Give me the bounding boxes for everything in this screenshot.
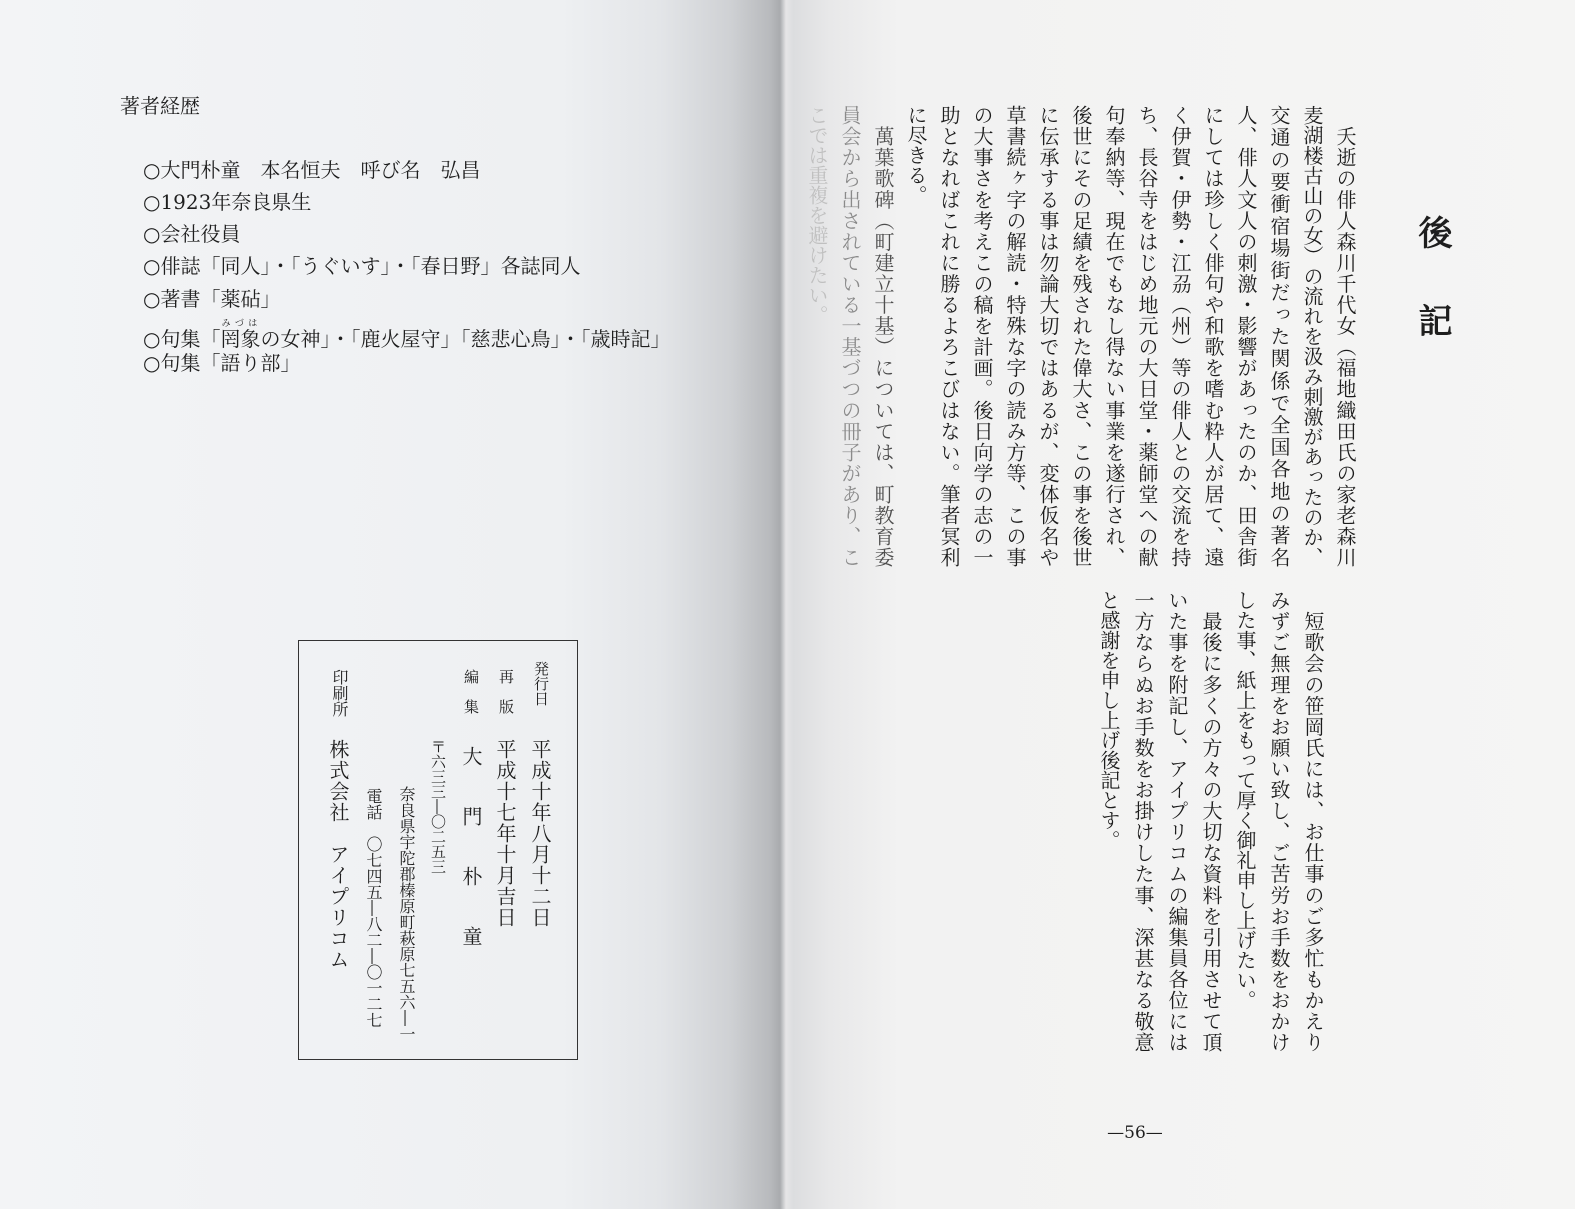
bio-item-birth: ○1923年奈良県生 — [143, 190, 312, 214]
author-biography-heading: 著者経歴 — [120, 94, 200, 118]
ruby-base: 罔象 — [220, 327, 261, 351]
afterword-paragraph-1 — [800, 105, 1361, 575]
text-line: みずご無理をお願い致し、ご苦労お手数をおかけ — [1267, 590, 1291, 1052]
text-line: 夭逝の俳人森川千代女（福地織田氏の家老森川 — [1333, 105, 1357, 567]
bio-item-book: ○著書「薬砧」 — [143, 287, 281, 311]
editor-name: 大 門 朴 童 — [459, 746, 483, 956]
text-line: に尽きる。 — [904, 105, 928, 205]
text-line: に伝承する事は勿論大切ではあるが、変体仮名や — [1036, 105, 1060, 567]
bio-item-haiku-collections — [143, 319, 670, 351]
left-page — [0, 0, 782, 1209]
printer-name: 株式会社 アイプリコム — [326, 739, 350, 970]
bio-item-suffix: の女神」・「鹿火屋守」「慈悲心鳥」・「歳時記」 — [260, 327, 671, 351]
postal-code: 〒六三三―〇二五三 — [429, 739, 447, 874]
text-line: 麦湖楼古山の女）の流れを汲み刺激があったのか、 — [1300, 105, 1324, 567]
address: 奈良県宇陀郡榛原町萩原七五六―一 — [397, 786, 416, 1042]
text-line: の大事さを考えこの稿を計画。後日向学の志の一 — [970, 105, 994, 567]
bio-item-name: ○大門朴童 本名恒夫 呼び名 弘昌 — [143, 158, 481, 182]
phone-number: 電話 〇七四五―八二―〇一二七 — [364, 788, 383, 1028]
reprint-label: 再 版 — [497, 669, 515, 714]
text-line: 短歌会の笹岡氏には、お仕事のご多忙もかえり — [1301, 590, 1325, 1052]
text-line: 一方ならぬお手数をお掛けした事、深甚なる敬意 — [1131, 590, 1155, 1052]
text-line: 交通の要衝宿場街だった関係で全国各地の著名 — [1267, 105, 1291, 567]
text-line: 人、俳人文人の刺激・影響があったのか、田舎街 — [1234, 105, 1258, 567]
reprint-date: 平成十七年十月吉日 — [493, 739, 517, 928]
text-line: 員会から出されている一基づつの冊子があり、こ — [838, 105, 862, 567]
text-line: く伊賀・伊勢・江刕（州）等の俳人との交流を持 — [1168, 105, 1192, 567]
text-line: した事、紙上をもって厚く御礼申し上げたい。 — [1233, 590, 1257, 1010]
text-line: こでは重複を避けたい。 — [805, 105, 829, 325]
printer-label: 印刷所 — [330, 669, 349, 717]
text-line: 後世にその足績を残された偉大さ、この事を後世 — [1069, 105, 1093, 567]
publish-date: 平成十年八月十二日 — [528, 739, 552, 928]
ruby-reading: みづは — [220, 319, 261, 329]
text-line: 草書続ヶ字の解読・特殊な字の読み方等、この事 — [1003, 105, 1027, 567]
text-line: いた事を附記し、アイプリコムの編集員各位には — [1165, 590, 1189, 1052]
bio-item-haiku-collection-2: ○句集「語り部」 — [143, 351, 301, 375]
text-line: 助となればこれに勝るよろこびはない。筆者冥利 — [937, 105, 961, 567]
afterword-title: 後 記 — [1412, 215, 1452, 347]
bio-item-prefix: ○句集「 — [143, 327, 221, 351]
bio-item-occupation: ○会社役員 — [143, 222, 241, 246]
text-line: ち、長谷寺をはじめ地元の大日堂・薬師堂への献 — [1135, 105, 1159, 567]
text-line: にしては珍しく俳句や和歌を嗜む粋人が居て、遠 — [1201, 105, 1225, 567]
text-line: と感謝を申し上げ後記とす。 — [1097, 590, 1121, 850]
text-line: 最後に多くの方々の大切な資料を引用させて頂 — [1199, 590, 1223, 1052]
text-line: 句奉納等、現在でもなし得ない事業を遂行され、 — [1102, 105, 1126, 567]
furigana-word — [220, 319, 261, 351]
page-number: —56— — [1107, 1123, 1163, 1143]
colophon-box — [298, 640, 578, 1060]
afterword-paragraph-2 — [1092, 590, 1330, 1065]
publish-date-label: 発行日 — [532, 661, 550, 706]
right-page — [784, 0, 1575, 1209]
text-line: 萬葉歌碑（町建立十基）については、町教育委 — [871, 105, 895, 567]
editor-label: 編 集 — [462, 669, 480, 714]
bio-item-haiku-magazines: ○俳誌「同人」・「うぐいす」・「春日野」各誌同人 — [143, 254, 581, 278]
